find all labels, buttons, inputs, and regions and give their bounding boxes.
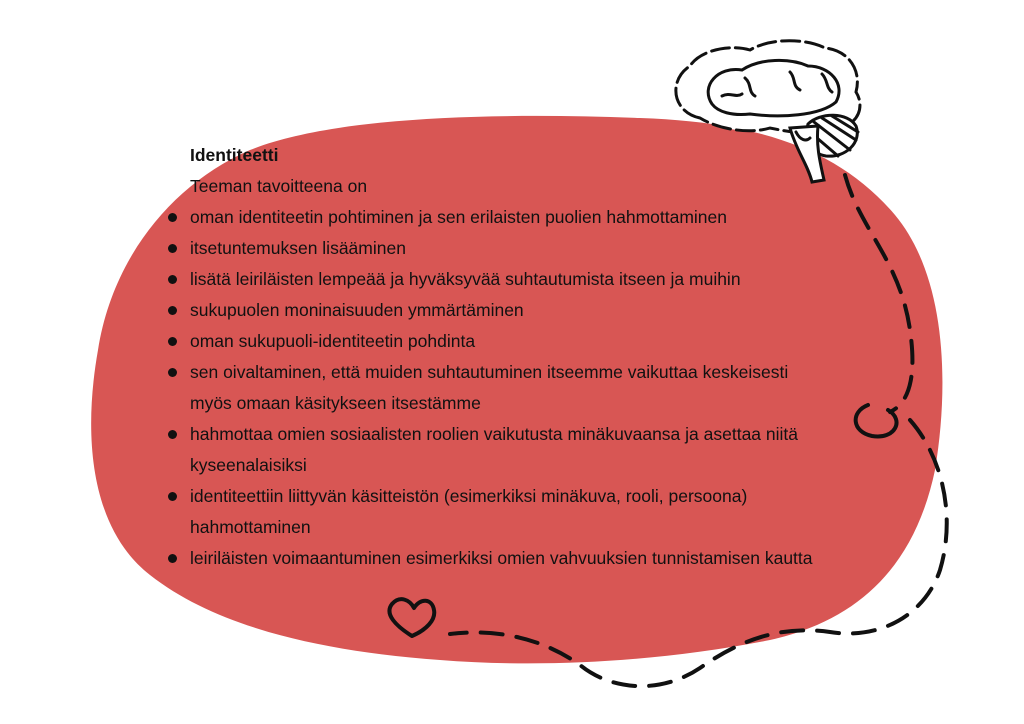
bullet-icon [168,430,177,439]
list-item [168,295,928,326]
bullet-icon [168,554,177,563]
list-item-text: sukupuolen moninaisuuden ymmärtäminen [190,300,524,320]
list-item-text: hahmottaa omien sosiaalisten roolien vaikutusta minäkuvaansa ja asettaa niitä kyseenalaisiksi [190,424,798,475]
bullet-icon [168,306,177,315]
list-item-text: oman sukupuoli-identiteetin pohdinta [190,331,476,351]
list-item [168,202,928,233]
list-item [168,326,928,357]
list-item [168,481,870,543]
list-item-text: sen oivaltaminen, että muiden suhtautuminen itseemme vaikuttaa keskeisesti myös omaan käsitykseen itsestämme [190,362,789,413]
list-item-text: leiriläisten voimaantuminen esimerkiksi omien vahvuuksien tunnistamisen kautta [190,548,813,568]
list-item-text: oman identiteetin pohtiminen ja sen erilaisten puolien hahmottaminen [190,207,728,227]
list-item [168,357,790,419]
bullet-icon [168,337,177,346]
bullet-icon [168,275,177,284]
goal-list [168,202,928,574]
bullet-icon [168,492,177,501]
bullet-icon [168,213,177,222]
list-item [168,543,928,574]
list-item [168,233,928,264]
list-item-text: identiteettiin liittyvän käsitteistön (esimerkiksi minäkuva, rooli, persoona) hahmottaminen [190,486,748,537]
list-item [168,264,928,295]
theme-intro: Teeman tavoitteena on [190,176,368,196]
list-item [168,419,810,481]
theme-description [168,140,928,574]
bullet-icon [168,368,177,377]
list-item-text: lisätä leiriläisten lempeää ja hyväksyvää suhtautumista itseen ja muihin [190,269,741,289]
bullet-icon [168,244,177,253]
theme-heading: Identiteetti [190,145,279,165]
list-item-text: itsetuntemuksen lisääminen [190,238,406,258]
